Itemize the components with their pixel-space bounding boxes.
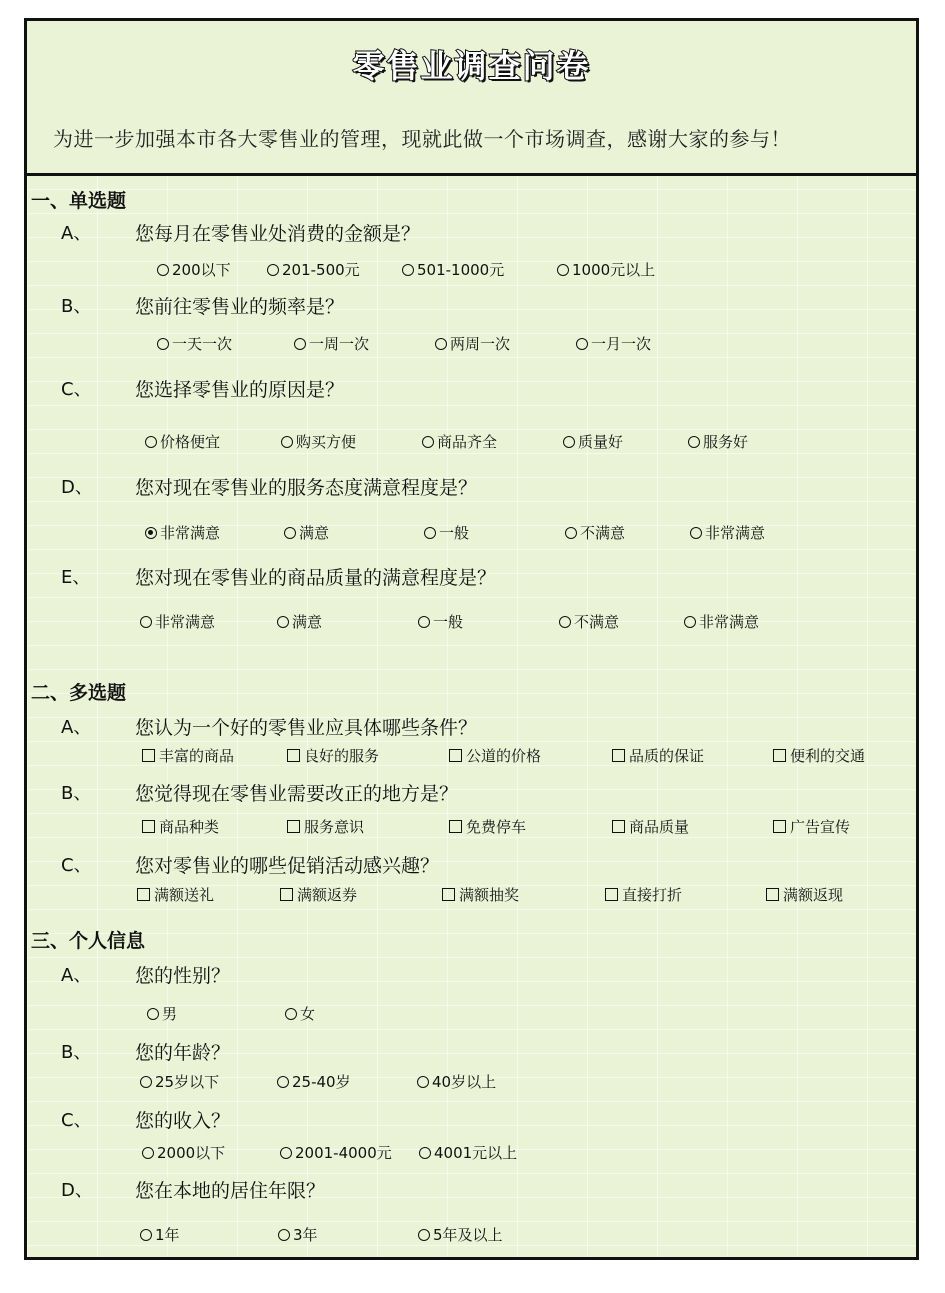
question-letter: B、 [61, 296, 92, 317]
option-label: 25岁以下 [155, 1073, 220, 1091]
checkbox-option[interactable] [137, 884, 214, 905]
radio-icon[interactable] [278, 1229, 290, 1241]
radio-option[interactable] [278, 1224, 318, 1245]
radio-icon[interactable] [422, 436, 434, 448]
option-label: 品质的保证 [629, 747, 705, 765]
radio-option[interactable] [142, 1142, 225, 1163]
radio-option[interactable] [277, 1071, 351, 1092]
option-label: 1年 [155, 1226, 180, 1244]
checkbox-icon[interactable] [287, 749, 300, 762]
question-letter: D、 [61, 1180, 93, 1201]
option-label: 质量好 [578, 433, 624, 451]
option-label: 便利的交通 [790, 747, 866, 765]
option-label: 2000以下 [157, 1144, 226, 1162]
option-label: 2001-4000元 [295, 1144, 392, 1162]
option-label: 1000元以上 [572, 261, 656, 279]
option-label: 良好的服务 [304, 747, 380, 765]
checkbox-icon[interactable] [612, 749, 625, 762]
checkbox-option[interactable] [442, 884, 519, 905]
survey-intro: 为进一步加强本市各大零售业的管理，现就此做一个市场调查，感谢大家的参与！ [53, 127, 791, 151]
radio-option[interactable] [418, 611, 463, 632]
question-letter: D、 [61, 477, 93, 498]
radio-icon[interactable] [294, 338, 306, 350]
option-label: 满额返现 [783, 886, 844, 904]
radio-option[interactable] [294, 333, 369, 354]
radio-icon[interactable] [277, 1076, 289, 1088]
survey-header [27, 21, 916, 176]
option-label: 一天一次 [172, 335, 233, 353]
question-letter: C、 [61, 379, 92, 400]
radio-option[interactable] [145, 522, 220, 543]
option-label: 免费停车 [466, 818, 527, 836]
radio-option[interactable] [563, 431, 623, 452]
radio-option[interactable] [690, 522, 765, 543]
radio-icon[interactable] [285, 1008, 297, 1020]
radio-option[interactable] [402, 259, 504, 280]
radio-icon[interactable] [147, 1008, 159, 1020]
option-label: 满额抽奖 [459, 886, 520, 904]
checkbox-option[interactable] [142, 745, 234, 766]
radio-option[interactable] [576, 333, 651, 354]
option-label: 商品质量 [629, 818, 690, 836]
radio-option[interactable] [147, 1003, 177, 1024]
radio-option[interactable] [684, 611, 759, 632]
radio-icon[interactable] [417, 1076, 429, 1088]
checkbox-icon[interactable] [612, 820, 625, 833]
radio-option[interactable] [424, 522, 469, 543]
option-label: 女 [300, 1005, 316, 1023]
option-label: 一月一次 [591, 335, 652, 353]
option-label: 满额返券 [297, 886, 358, 904]
radio-option[interactable] [157, 259, 231, 280]
option-label: 不满意 [574, 613, 620, 631]
option-label: 一般 [433, 613, 464, 631]
option-label: 商品齐全 [437, 433, 498, 451]
radio-option[interactable] [419, 1142, 517, 1163]
radio-icon[interactable] [684, 616, 696, 628]
radio-option[interactable] [281, 431, 356, 452]
radio-icon[interactable] [563, 436, 575, 448]
checkbox-option[interactable] [287, 745, 379, 766]
checkbox-option[interactable] [766, 884, 843, 905]
question-text: 您认为一个好的零售业应具体哪些条件？ [135, 717, 478, 739]
radio-option[interactable] [557, 259, 655, 280]
option-label: 购买方便 [296, 433, 357, 451]
radio-icon[interactable] [690, 527, 702, 539]
option-label: 满意 [292, 613, 323, 631]
radio-option[interactable] [140, 1224, 180, 1245]
radio-icon[interactable] [418, 1229, 430, 1241]
checkbox-option[interactable] [449, 745, 541, 766]
option-label: 5年及以上 [433, 1226, 503, 1244]
radio-icon[interactable] [688, 436, 700, 448]
question-text: 您对现在零售业的商品质量的满意程度是？ [135, 567, 497, 589]
question-letter: B、 [61, 1042, 92, 1063]
option-label: 直接打折 [622, 886, 683, 904]
question-letter: A、 [61, 223, 92, 244]
radio-icon[interactable] [145, 436, 157, 448]
question-letter: A、 [61, 717, 92, 738]
survey-sheet [24, 18, 919, 1260]
checkbox-option[interactable] [287, 816, 364, 837]
radio-icon[interactable] [281, 436, 293, 448]
option-label: 两周一次 [450, 335, 511, 353]
section-heading: 二、多选题 [31, 682, 127, 704]
checkbox-option[interactable] [449, 816, 526, 837]
checkbox-icon[interactable] [137, 888, 150, 901]
radio-icon[interactable] [280, 1147, 292, 1159]
radio-icon[interactable] [576, 338, 588, 350]
question-letter: A、 [61, 965, 92, 986]
option-label: 广告宣传 [790, 818, 851, 836]
option-label: 一般 [439, 524, 470, 542]
option-label: 丰富的商品 [159, 747, 235, 765]
option-label: 25-40岁 [292, 1073, 351, 1091]
checkbox-option[interactable] [773, 816, 850, 837]
checkbox-icon[interactable] [449, 749, 462, 762]
survey-title: 零售业调查问卷 [352, 47, 591, 85]
option-label: 200以下 [172, 261, 231, 279]
radio-option[interactable] [145, 431, 220, 452]
radio-option[interactable] [285, 1003, 315, 1024]
option-label: 501-1000元 [417, 261, 505, 279]
radio-icon[interactable] [142, 1147, 154, 1159]
checkbox-icon[interactable] [773, 820, 786, 833]
option-label: 满额送礼 [154, 886, 215, 904]
radio-option[interactable] [284, 522, 329, 543]
checkbox-icon[interactable] [449, 820, 462, 833]
radio-icon[interactable] [419, 1147, 431, 1159]
question-letter: E、 [61, 567, 91, 588]
radio-icon[interactable] [140, 1076, 152, 1088]
radio-icon[interactable] [284, 527, 296, 539]
radio-option[interactable] [157, 333, 232, 354]
option-label: 不满意 [580, 524, 626, 542]
question-letter: B、 [61, 783, 92, 804]
radio-option[interactable] [277, 611, 322, 632]
radio-option[interactable] [418, 1224, 503, 1245]
option-label: 满意 [299, 524, 330, 542]
radio-icon[interactable] [140, 1229, 152, 1241]
question-text: 您的年龄？ [135, 1042, 231, 1064]
question-text: 您前往零售业的频率是？ [135, 296, 345, 318]
option-label: 服务意识 [304, 818, 365, 836]
option-label: 一周一次 [309, 335, 370, 353]
option-label: 价格便宜 [160, 433, 221, 451]
checkbox-icon[interactable] [605, 888, 618, 901]
radio-icon[interactable] [267, 264, 279, 276]
checkbox-option[interactable] [773, 745, 865, 766]
radio-option[interactable] [280, 1142, 392, 1163]
radio-option[interactable] [417, 1071, 496, 1092]
option-label: 非常满意 [160, 524, 221, 542]
question-letter: C、 [61, 855, 92, 876]
checkbox-option[interactable] [612, 816, 689, 837]
question-text: 您的收入？ [135, 1110, 231, 1132]
radio-icon[interactable] [277, 616, 289, 628]
radio-checked-icon[interactable] [145, 527, 157, 539]
option-label: 3年 [293, 1226, 318, 1244]
radio-icon[interactable] [565, 527, 577, 539]
radio-icon[interactable] [424, 527, 436, 539]
option-label: 非常满意 [705, 524, 766, 542]
radio-icon[interactable] [435, 338, 447, 350]
option-label: 非常满意 [699, 613, 760, 631]
question-text: 您每月在零售业处消费的金额是？ [135, 223, 421, 245]
radio-icon[interactable] [157, 264, 169, 276]
radio-icon[interactable] [418, 616, 430, 628]
question-text: 您选择零售业的原因是？ [135, 379, 345, 401]
radio-option[interactable] [140, 1071, 219, 1092]
checkbox-icon[interactable] [287, 820, 300, 833]
radio-icon[interactable] [402, 264, 414, 276]
question-text: 您的性别？ [135, 965, 231, 987]
section-heading: 一、单选题 [31, 190, 127, 212]
checkbox-icon[interactable] [142, 749, 155, 762]
question-text: 您对现在零售业的服务态度满意程度是？ [135, 477, 478, 499]
option-label: 非常满意 [155, 613, 216, 631]
option-label: 201-500元 [282, 261, 360, 279]
option-label: 公道的价格 [466, 747, 542, 765]
radio-option[interactable] [435, 333, 510, 354]
radio-option[interactable] [559, 611, 619, 632]
option-label: 男 [162, 1005, 178, 1023]
radio-option[interactable] [688, 431, 748, 452]
radio-option[interactable] [140, 611, 215, 632]
checkbox-option[interactable] [142, 816, 219, 837]
radio-option[interactable] [422, 431, 497, 452]
radio-option[interactable] [267, 259, 360, 280]
question-text: 您觉得现在零售业需要改正的地方是？ [135, 783, 459, 805]
option-label: 服务好 [703, 433, 749, 451]
checkbox-icon[interactable] [280, 888, 293, 901]
checkbox-option[interactable] [612, 745, 704, 766]
checkbox-icon[interactable] [773, 749, 786, 762]
checkbox-option[interactable] [605, 884, 682, 905]
section-heading: 三、个人信息 [31, 930, 146, 952]
radio-icon[interactable] [157, 338, 169, 350]
checkbox-option[interactable] [280, 884, 357, 905]
question-text: 您在本地的居住年限？ [135, 1180, 326, 1202]
option-label: 商品种类 [159, 818, 220, 836]
radio-icon[interactable] [559, 616, 571, 628]
question-letter: C、 [61, 1110, 92, 1131]
checkbox-icon[interactable] [442, 888, 455, 901]
radio-icon[interactable] [140, 616, 152, 628]
radio-icon[interactable] [557, 264, 569, 276]
option-label: 4001元以上 [434, 1144, 518, 1162]
question-text: 您对零售业的哪些促销活动感兴趣？ [135, 855, 440, 877]
option-label: 40岁以上 [432, 1073, 497, 1091]
radio-option[interactable] [565, 522, 625, 543]
checkbox-icon[interactable] [766, 888, 779, 901]
checkbox-icon[interactable] [142, 820, 155, 833]
